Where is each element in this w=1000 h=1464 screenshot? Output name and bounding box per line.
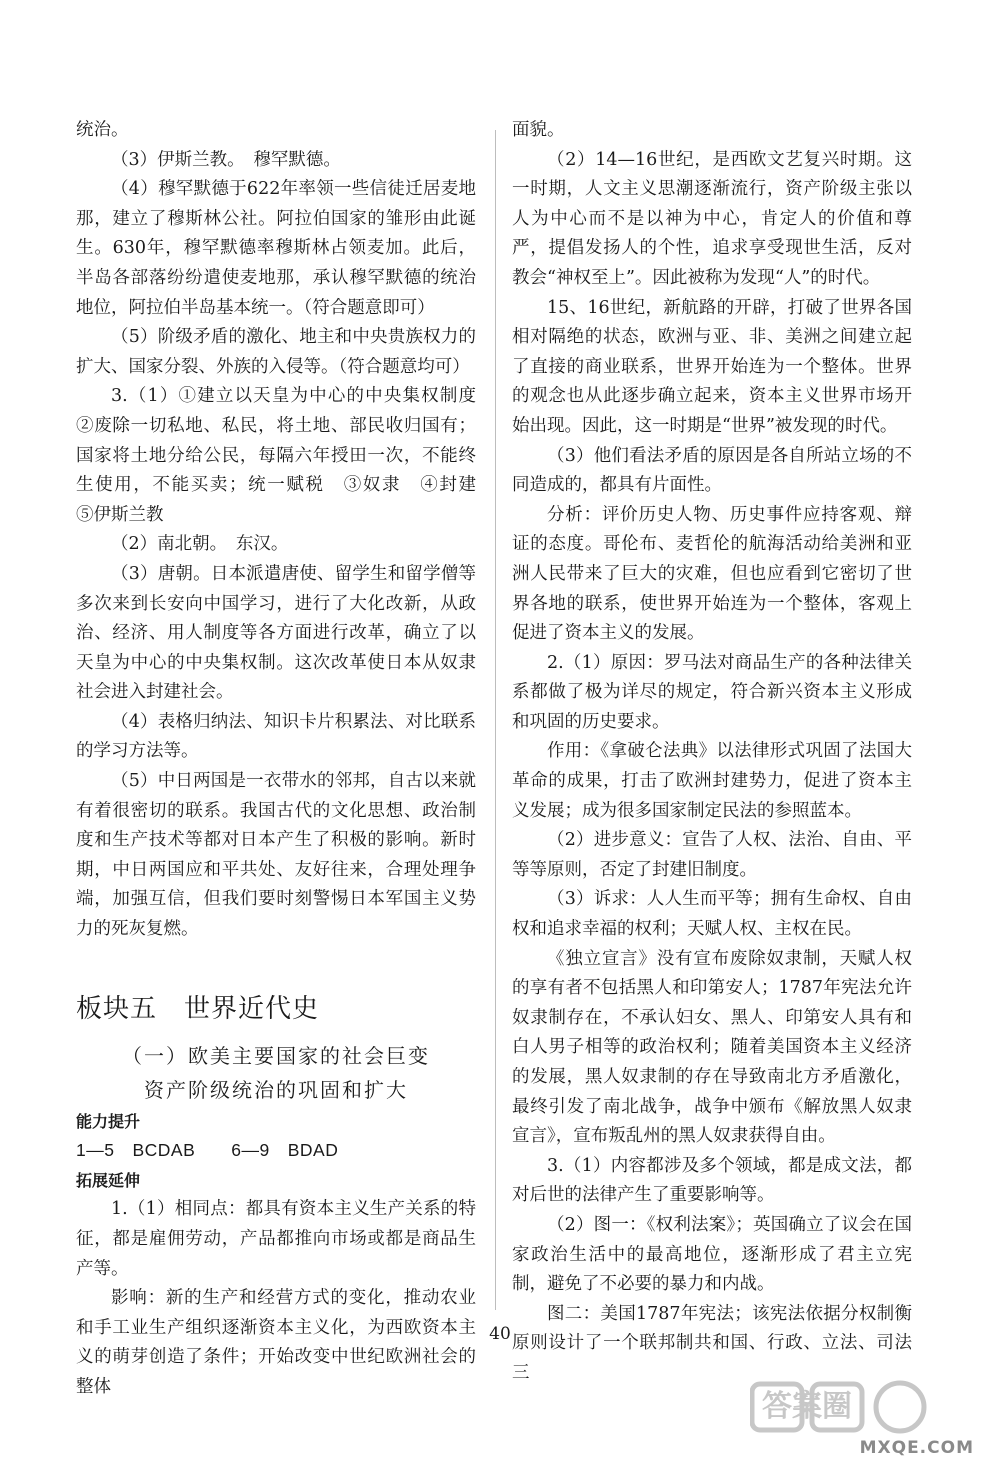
paragraph: 影响：新的生产和经营方式的变化，推动农业和手工业生产组织逐渐资本主义化，为西欧资本主义的萌芽创造了条件；开始改变中世纪欧洲社会的整体 (76, 1288, 476, 1397)
paragraph: 作用：《拿破仑法典》以法律形式巩固了法国大革命的成果，打击了欧洲封建势力，促进了资本主义发展；成为很多国家制定民法的参照蓝本。 (512, 741, 912, 821)
paragraph: 《独立宣言》没有宣布废除奴隶制，天赋人权的享有者不包括黑人和印第安人；1787年宪法允许奴隶制存在，不承认妇女、黑人、印第安人具有和白人男子相等的政治权利；随着美国资本主义经济的发展，黑人奴隶制的存在导致南北方矛盾激化，最终引发了南北战争，战争中颁布《解放黑人奴隶宣言》，宣布叛乱州的黑人奴隶获得自由。 (512, 948, 912, 1147)
paragraph: 1.（1）相同点：都具有资本主义生产关系的特征，都是雇佣劳动，产品都推向市场或都是商品生产等。 (76, 1199, 476, 1279)
section-subtitle: （一）欧美主要国家的社会巨变 (122, 1043, 430, 1068)
answer-key: 1—5 BCDAB 6—9 BDAD (76, 1140, 339, 1161)
paragraph: （3）伊斯兰教。 穆罕默德。 (111, 149, 341, 170)
section-subtitle: 资产阶级统治的巩固和扩大 (144, 1077, 408, 1102)
paragraph: （5）中日两国是一衣带水的邻邦，自古以来就有着很密切的联系。我国古代的文化思想、政治制度和生产技术等都对日本产生了积极的影响。新时期，中日两国应和平共处、友好往来，合理处理争端，加强互信，但我们要时刻警惕日本军国主义势力的死灰复燃。 (76, 771, 476, 940)
paragraph: （3）他们看法矛盾的原因是各自所站立场的不同造成的，都具有片面性。 (512, 445, 912, 496)
watermark-logo-text: 答案圈 (762, 1389, 852, 1424)
column-divider (495, 130, 496, 1310)
paragraph: （2）14—16世纪，是西欧文艺复兴时期。这一时期，人文主义思潮逐渐流行，资产阶级主张以人为中心而不是以神为中心，肯定人的价值和尊严，提倡发扬人的个性，追求享受现世生活，反对教会“神权至上”。因此被称为发现“人”的时代。 (512, 149, 912, 288)
paragraph: 统治。 (76, 120, 129, 140)
right-column (512, 116, 912, 1389)
paragraph: 图二：美国1787年宪法；该宪法依据分权制衡原则设计了一个联邦制共和国、行政、立法、司法三 (512, 1303, 912, 1383)
paragraph: 2.（1）原因：罗马法对商品生产的各种法律关系都做了极为详尽的规定，符合新兴资本主义形成和巩固的历史要求。 (512, 652, 912, 732)
label-ability: 能力提升 (76, 1111, 141, 1131)
paragraph: 分析：评价历史人物、历史事件应持客观、辩证的态度。哥伦布、麦哲伦的航海活动给美洲和亚洲人民带来了巨大的灾难，但也应看到它密切了世界各地的联系，使世界开始连为一个整体，客观上促进了资本主义的发展。 (512, 504, 912, 644)
paragraph: （5）阶级矛盾的激化、地主和中央贵族权力的扩大、国家分裂、外族的入侵等。（符合题意均可） (76, 327, 476, 377)
paragraph: （2）南北朝。 东汉。 (111, 534, 289, 555)
paragraph: 15、16世纪，新航路的开辟，打破了世界各国相对隔绝的状态，欧洲与亚、非、美洲之间建立起了直接的商业联系，世界开始连为一个整体。世界的观念也从此逐步确立起来，资本主义世界市场开始出现。因此，这一时期是“世界”被发现的时代。 (512, 297, 912, 436)
watermark-url: MXQE.COM (859, 1438, 974, 1458)
paragraph: （2）图一：《权利法案》；英国确立了议会在国家政治生活中的最高地位，逐渐形成了君主立宪制，避免了不必要的暴力和内战。 (512, 1214, 912, 1295)
section-title: 板块五 世界近代史 (76, 993, 320, 1024)
paragraph: 面貌。 (512, 120, 565, 140)
paragraph: （4）穆罕默德于622年率领一些信徒迁居麦地那，建立了穆斯林公社。阿拉伯国家的雏形由此诞生。630年，穆罕默德率穆斯林占领麦加。此后，半岛各部落纷纷遣使麦地那，承认穆罕默德的统治地位，阿拉伯半岛基本统一。（符合题意即可） (76, 179, 476, 318)
paragraph: 3.（1）内容都涉及多个领域，都是成文法，都对后世的法律产生了重要影响等。 (512, 1155, 912, 1206)
label-extension: 拓展延伸 (76, 1170, 141, 1190)
paragraph: 3.（1）①建立以天皇为中心的中央集权制度 ②废除一切私地、私民，将土地、部民收归国有；国家将土地分给公民，每隔六年授田一次，不能终生使用，不能买卖；统一赋税 ③奴隶 ④封建 ⑤伊斯兰教 (76, 386, 494, 525)
paragraph: （3）诉求：人人生而平等；拥有生命权、自由权和追求幸福的权利；天赋人权、主权在民。 (512, 889, 912, 940)
left-column (76, 116, 494, 1403)
paragraph: （2）进步意义：宣告了人权、法治、自由、平等等原则，否定了封建旧制度。 (512, 830, 912, 880)
paragraph: （4）表格归纳法、知识卡片积累法、对比联系的学习方法等。 (76, 711, 476, 762)
paragraph: （3）唐朝。日本派遣唐使、留学生和留学僧等多次来到长安向中国学习，进行了大化改新，从政治、经济、用人制度等各方面进行改革，确立了以天皇为中心的中央集权制。这次改革使日本从奴隶社会进入封建社会。 (76, 563, 476, 703)
page-number: 40 (489, 1324, 511, 1344)
